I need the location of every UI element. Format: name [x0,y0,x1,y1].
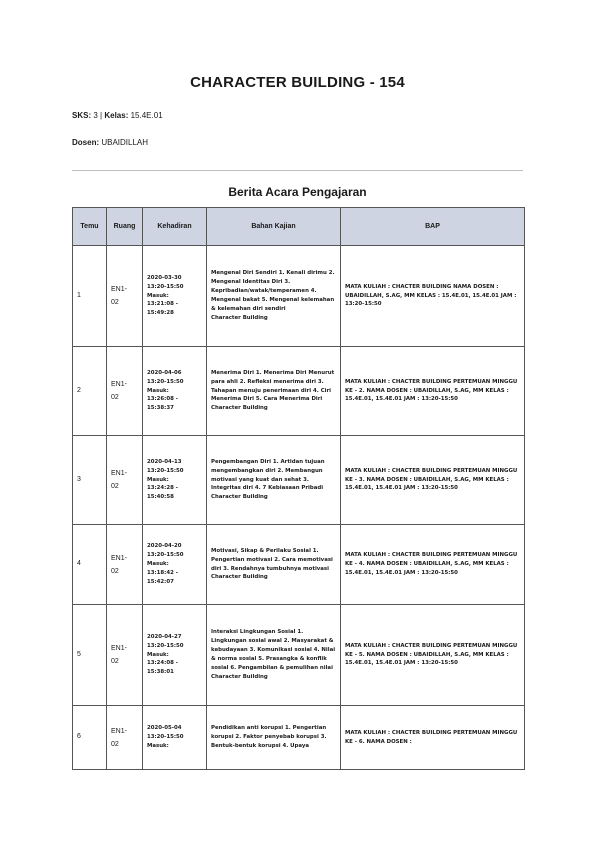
cell-ruang: EN1- 02 [107,525,143,605]
cell-ruang: EN1- 02 [107,706,143,770]
cell-bap: MATA KULIAH : CHACTER BUILDING PERTEMUAN MINGGU KE - 3. NAMA DOSEN : UBAIDILLAH, S.AG, MM KELAS : 15.4E.01, 15.4E.01 JAM : 13:20-15:50 [341,436,525,525]
cell-ruang: EN1- 02 [107,605,143,706]
cell-temu: 5 [73,605,107,706]
cell-bahan-kajian: Pengembangan Diri 1. Artidan tujuan mengembangkan diri 2. Membangun motivasi yang kuat dan sehat 3. Integritas diri 4. 7 Kebiasaan Pribadi Character Building [207,436,341,525]
cell-bahan-kajian: Pendidikan anti korupsi 1. Pengertian korupsi 2. Faktor penyebab korupsi 3. Bentuk-bentuk korupsi 4. Upaya [207,706,341,770]
cell-kehadiran: 2020-04-27 13:20-15:50 Masuk: 13:24:08 - 15:38:01 [143,605,207,706]
cell-bap: MATA KULIAH : CHACTER BUILDING PERTEMUAN MINGGU KE - 6. NAMA DOSEN : [341,706,525,770]
divider [72,170,523,171]
cell-temu: 2 [73,347,107,436]
lecturer-line [72,138,148,147]
sks-label: SKS: [72,111,92,120]
cell-ruang: EN1- 02 [107,246,143,347]
document-title: CHARACTER BUILDING - 154 [190,74,405,91]
header-bahan-kajian: Bahan Kajian [207,208,341,246]
table-row [73,706,525,770]
cell-bap: MATA KULIAH : CHACTER BUILDING PERTEMUAN MINGGU KE - 4. NAMA DOSEN : UBAIDILLAH, S.AG, MM KELAS : 15.4E.01, 15.4E.01 JAM : 13:20-15:50 [341,525,525,605]
cell-temu: 1 [73,246,107,347]
cell-bap: MATA KULIAH : CHACTER BUILDING PERTEMUAN MINGGU KE - 2. NAMA DOSEN : UBAIDILLAH, S.AG, MM KELAS : 15.4E.01, 15.4E.01 JAM : 13:20-15:50 [341,347,525,436]
teaching-record-table [72,207,525,770]
kelas-label: Kelas: [104,111,129,120]
cell-bap: MATA KULIAH : CHACTER BUILDING NAMA DOSEN : UBAIDILLAH, S.AG, MM KELAS : 15.4E.01, 15.4E.01 JAM : 13:20-15:50 [341,246,525,347]
course-info-line [72,111,163,120]
cell-ruang: EN1- 02 [107,347,143,436]
cell-temu: 3 [73,436,107,525]
separator: | [100,111,103,120]
cell-bahan-kajian: Motivasi, Sikap & Perilaku Sosial 1. Pengertian motivasi 2. Cara memotivasi diri 3. Rendahnya tumbuhnya motivasi Character Building [207,525,341,605]
header-bap: BAP [341,208,525,246]
header-temu: Temu [73,208,107,246]
dosen-label: Dosen: [72,138,100,147]
kelas-value: 15.4E.01 [130,111,163,120]
table-row [73,605,525,706]
table-row [73,246,525,347]
cell-kehadiran: 2020-04-06 13:20-15:50 Masuk: 13:26:08 - 15:38:37 [143,347,207,436]
table-row [73,525,525,605]
sks-value: 3 [93,111,98,120]
header-kehadiran: Kehadiran [143,208,207,246]
cell-kehadiran: 2020-04-13 13:20-15:50 Masuk: 13:24:28 - 15:40:58 [143,436,207,525]
cell-bahan-kajian: Mengenal Diri Sendiri 1. Kenali dirimu 2. Mengenal Identitas Diri 3. Kepribadian/watak/temperamen 4. Mengenal bakat 5. Mengenal kelemahan & kelemahan diri sendiri Character Building [207,246,341,347]
table-row [73,436,525,525]
cell-bahan-kajian: Menerima Diri 1. Menerima Diri Menurut para ahli 2. Refleksi menerima diri 3. Tahapan menuju penerimaan diri 4. Ciri Menerima Diri 5. Cara Menerima Diri Character Building [207,347,341,436]
cell-temu: 6 [73,706,107,770]
cell-kehadiran: 2020-04-20 13:20-15:50 Masuk: 13:18:42 - 15:42:07 [143,525,207,605]
section-title: Berita Acara Pengajaran [228,185,367,199]
header-ruang: Ruang [107,208,143,246]
dosen-value: UBAIDILLAH [101,138,149,147]
cell-kehadiran: 2020-03-30 13:20-15:50 Masuk: 13:21:08 - 15:49:28 [143,246,207,347]
cell-ruang: EN1- 02 [107,436,143,525]
cell-kehadiran: 2020-05-04 13:20-15:50 Masuk: [143,706,207,770]
table-row [73,347,525,436]
table-header-row [73,208,525,246]
cell-bap: MATA KULIAH : CHACTER BUILDING PERTEMUAN MINGGU KE - 5. NAMA DOSEN : UBAIDILLAH, S.AG, MM KELAS : 15.4E.01, 15.4E.01 JAM : 13:20-15:50 [341,605,525,706]
cell-temu: 4 [73,525,107,605]
cell-bahan-kajian: Interaksi Lingkungan Sosial 1. Lingkungan sosial awal 2. Masyarakat & kebudayaan 3. Komunikasi sosial 4. Nilai & norma sosial 5. Prasangka & konflik sosial 6. Pengambilan & pemulihan nilai Character Building [207,605,341,706]
